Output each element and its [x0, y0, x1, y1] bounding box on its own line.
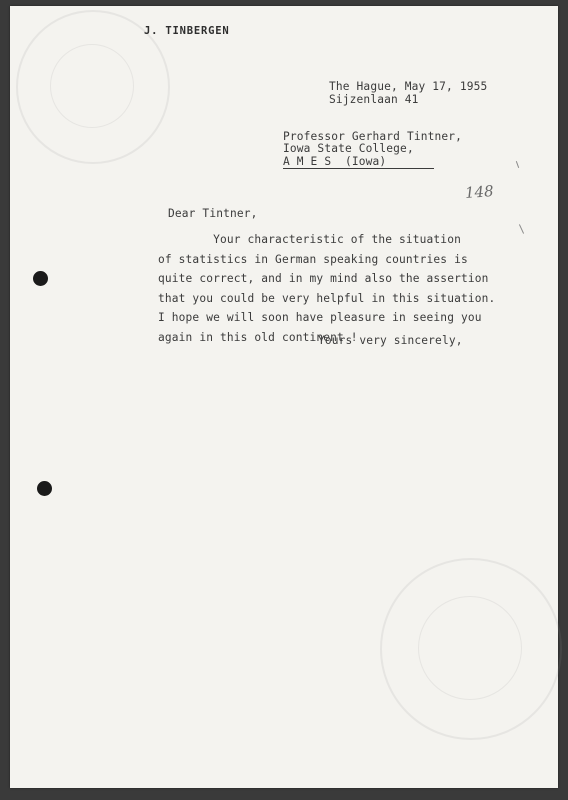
body-line: Your characteristic of the situation [158, 233, 461, 246]
margin-mark [516, 161, 519, 168]
body-line: I hope we will soon have pleasure in seeing you [158, 311, 482, 325]
watermark-stamp-bottom-inner [418, 596, 522, 700]
body-line: that you could be very helpful in this situation. [158, 291, 496, 305]
recipient-name: Professor Gerhard Tintner, [283, 130, 463, 143]
letter-body [158, 230, 495, 348]
body-line: quite correct, and in my mind also the assertion [158, 272, 489, 286]
body-line: again in this old continent ! [158, 330, 358, 344]
closing: Yours very sincerely, [318, 334, 463, 347]
street-address: Sijzenlaan 41 [329, 93, 419, 106]
watermark-stamp-top-inner [50, 44, 134, 128]
margin-mark [519, 224, 524, 233]
place-date: The Hague, May 17, 1955 [329, 80, 488, 93]
recipient-address [283, 131, 462, 169]
letter-paper [10, 6, 558, 788]
letterhead-name: J. TINBERGEN [144, 25, 230, 37]
salutation: Dear Tintner, [168, 207, 258, 220]
recipient-institution: Iowa State College, [283, 142, 414, 155]
body-line: of statistics in German speaking countries is [158, 252, 468, 266]
punch-hole [33, 271, 48, 286]
recipient-city: A M E S (Iowa) [283, 155, 434, 169]
punch-hole [37, 481, 52, 496]
date-block [329, 80, 487, 106]
handwritten-archive-number: 148 [464, 182, 495, 202]
